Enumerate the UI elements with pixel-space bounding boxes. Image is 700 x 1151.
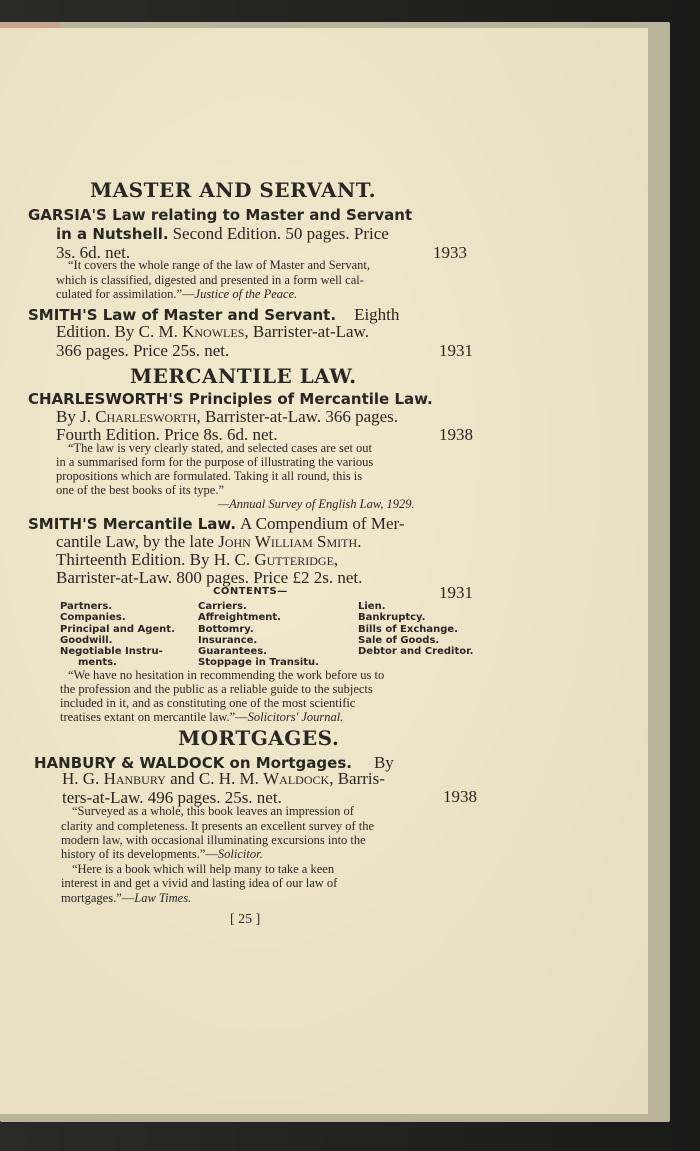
review-quote: included in it, and as constituting one of the most scientific [60,696,356,710]
author-name: John William Smith. [218,532,362,551]
quote-source: Justice of the Peace. [194,287,298,301]
review-quote: “The law is very clearly stated, and selected cases are set out [68,441,373,455]
contents-column-2 [198,601,319,669]
author-name: Waldock [263,769,330,788]
contents-item: Goodwill. [60,634,113,646]
review-quote: history of its developments.”—Solicitor. [61,847,263,861]
review-quote: mortgages.”—Law Times. [61,891,192,905]
quote-source: —Annual Survey of English Law, 1929. [218,497,415,511]
contents-item: Stoppage in Transitu. [198,657,319,669]
entry-text: Thirteenth Edition. By H. C. Gutteridge, [56,550,339,569]
entry-text: Edition. By C. M. Knowles, Barrister-at-Law. [56,322,369,341]
entry-text: By [373,753,394,772]
entry-text: Eighth [354,305,400,324]
contents-column-1 [60,601,175,669]
author-name: Charlesworth [95,407,197,426]
entry-title-smith-ms: SMITH'S Law of Master and Servant. [28,306,337,324]
contents-item: Bankruptcy. [358,612,426,624]
review-quote: “Here is a book which will help many to take a keen [72,862,335,876]
section-heading-mortgages: MORTGAGES. [178,726,340,750]
contents-item: Debtor and Creditor. [358,646,474,658]
section-heading-mercantile: MERCANTILE LAW. [130,364,357,388]
entry-text: Second Edition. 50 pages. Price [172,224,389,243]
section-heading-master-servant: MASTER AND SERVANT. [90,178,377,202]
review-quote: treatises extant on mercantile law.”—Solicitors' Journal. [60,710,344,724]
quote-source: Solicitor. [217,847,263,861]
entry-year: 1938 [443,787,477,806]
quote-source: Solicitors' Journal. [247,710,344,724]
contents-item: Bottomry. [198,623,254,635]
entry-price: 3s. 6d. net. [56,243,131,262]
entry-price: 366 pages. Price 25s. net. [56,341,230,360]
contents-item: Sale of Goods. [358,634,440,646]
entry-text: H. G. Hanbury and C. H. M. Waldock, Barris- [62,769,385,788]
review-quote: propositions which are formulated. Taking it all round, this is [56,469,363,483]
entry-line-smith-merc [28,514,404,534]
contents-item: Carriers. [198,601,247,612]
entry-title-hanbury: HANBURY & WALDOCK on Mortgages. [34,754,352,772]
contents-item: Partners. [60,601,113,612]
contents-item: Lien. [358,601,386,612]
entry-year: 1933 [433,243,467,262]
entry-text: A Compendium of Mer- [240,514,405,533]
entry-price: Fourth Edition. Price 8s. 6d. net. [56,425,278,444]
book-page [0,28,648,1114]
entry-title-garsia: GARSIA'S Law relating to Master and Servant [28,206,413,224]
entry-line-garsia-1 [56,224,389,244]
page-number: [ 25 ] [230,912,261,927]
contents-item: Principal and Agent. [60,623,175,635]
entry-year: 1931 [439,583,473,602]
entry-title-charlesworth: CHARLESWORTH'S Principles of Mercantile Law. [28,390,433,408]
review-quote: modern law, with occasional illuminating excursions into the [61,833,366,847]
review-quote: “Surveyed as a whole, this book leaves an impression of [72,804,354,818]
contents-item: Companies. [60,612,126,624]
review-quote: clarity and completeness. It presents an excellent survey of the [61,819,375,833]
contents-item: Insurance. [198,634,258,646]
entry-text: cantile Law, by the late John William Smith. [56,532,362,551]
contents-item: Affreightment. [198,612,281,624]
contents-item: Guarantees. [198,646,267,658]
review-quote: the profession and the public as a reliable guide to the subjects [60,682,373,696]
review-quote: one of the best books of its type.” [56,483,225,497]
entry-price: Barrister-at-Law. 800 pages. Price £2 2s. net. [56,568,363,587]
quote-source: Law Times. [134,891,192,905]
entry-text: By J. Charlesworth, Barrister-at-Law. 366 pages. [56,407,399,426]
review-quote: “It covers the whole range of the law of Master and Servant, [68,258,370,272]
entry-title-garsia-cont: in a Nutshell. [56,225,169,243]
entry-price: ters-at-Law. 496 pages. 25s. net. [62,788,282,807]
contents-item: Bills of Exchange. [358,623,458,635]
contents-item: ments. [78,657,117,669]
author-name: Hanbury [103,769,166,788]
review-quote: interest in and get a vivid and lasting idea of our law of [61,876,338,890]
review-quote: in a summarised form for the purpose of illustrating the various [56,455,374,469]
author-name: Gutteridge, [254,550,339,569]
review-quote: “We have no hesitation in recommending the work before us to [68,668,385,682]
entry-year: 1938 [439,425,473,444]
author-name: Knowles [182,322,245,341]
entry-year: 1931 [439,341,473,360]
contents-column-3 [358,601,473,657]
entry-title-smith-merc: SMITH'S Mercantile Law. [28,515,237,533]
review-quote: which is classified, digested and presented in a form well cal- [56,273,364,287]
contents-label: CONTENTS— [213,586,288,597]
review-quote: culated for assimilation.”—Justice of the Peace. [56,287,298,301]
contents-item: Negotiable Instru- [60,646,163,658]
